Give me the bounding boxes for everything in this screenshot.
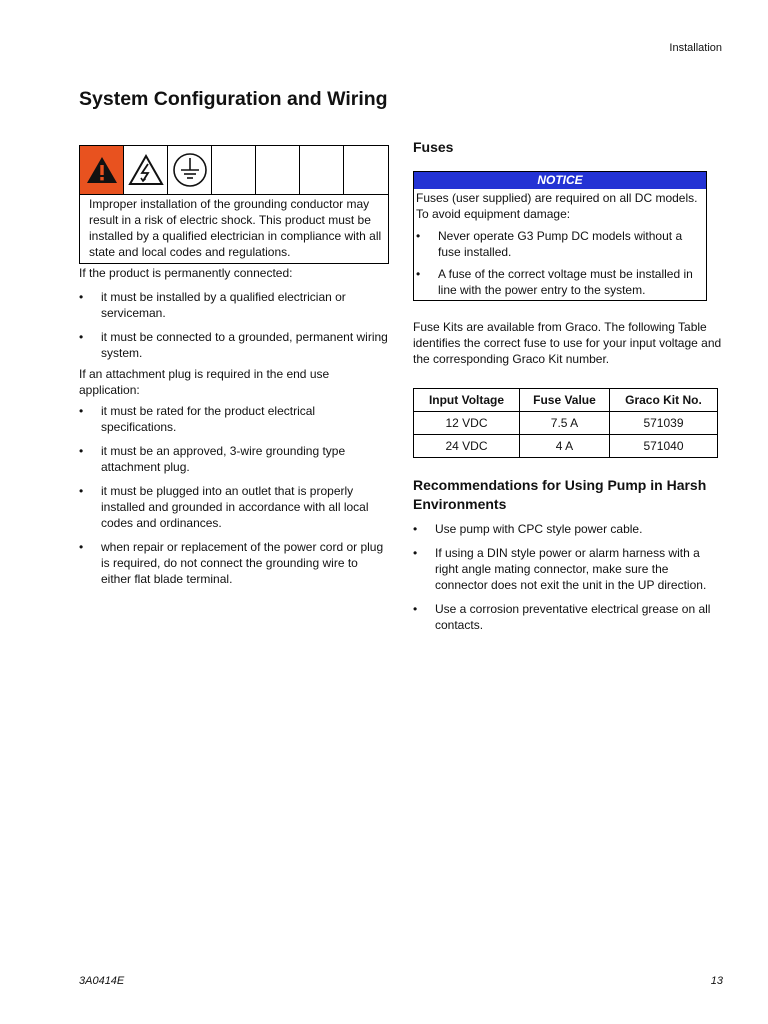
table-cell: 571040 [609, 435, 717, 458]
table-cell: 7.5 A [519, 412, 609, 435]
table-row [414, 435, 718, 458]
notice-label: NOTICE [414, 172, 706, 189]
list-item: • it must be rated for the product electrical specifications. [79, 403, 389, 435]
table-cell: 4 A [519, 435, 609, 458]
document-number: 3A0414E [79, 975, 125, 987]
permanent-connection-section [79, 265, 389, 369]
warning-triangle-icon [80, 146, 124, 194]
permanent-list [79, 289, 389, 361]
list-item: • A fuse of the correct voltage must be installed in line with the power entry to the system. [416, 266, 702, 298]
table-cell: 12 VDC [414, 412, 520, 435]
recommendations-section [413, 521, 723, 641]
running-header: Installation [669, 42, 722, 54]
notice-intro: Fuses (user supplied) are required on all DC models. To avoid equipment damage: [416, 191, 698, 221]
icon-slot-empty [344, 146, 388, 194]
list-item: • Use pump with CPC style power cable. [413, 521, 723, 537]
notice-body [414, 189, 706, 300]
icon-slot-empty [300, 146, 344, 194]
list-item: • If using a DIN style power or alarm harness with a right angle mating connector, make sure the connector does not exit the unit in the UP direction. [413, 545, 723, 593]
warning-text: Improper installation of the grounding conductor may result in a risk of electric shock. This product must be installed by a qualified electrician in compliance with all state and local codes and regulations. [79, 195, 389, 264]
page-title: System Configuration and Wiring [79, 88, 388, 110]
table-cell: 24 VDC [414, 435, 520, 458]
list-item: • Use a corrosion preventative electrical grease on all contacts. [413, 601, 723, 633]
recommendations-heading: Recommendations for Using Pump in Harsh Environments [413, 477, 707, 512]
page-number: 13 [710, 975, 723, 987]
notice-list [416, 228, 702, 298]
icon-slot-empty [256, 146, 300, 194]
list-item: • it must be connected to a grounded, permanent wiring system. [79, 329, 389, 361]
fuse-kits-text: Fuse Kits are available from Graco. The following Table identifies the correct fuse to use for your input voltage and the corresponding Graco Kit number. [413, 320, 722, 366]
list-item: • Never operate G3 Pump DC models without a fuse installed. [416, 228, 702, 260]
table-header-row [414, 389, 718, 412]
list-item: • it must be an approved, 3-wire grounding type attachment plug. [79, 443, 389, 475]
column-header: Graco Kit No. [609, 389, 717, 412]
column-header: Fuse Value [519, 389, 609, 412]
icon-slot-empty [212, 146, 256, 194]
fuses-heading: Fuses [413, 139, 454, 155]
plug-intro: If an attachment plug is required in the end use application: [79, 367, 330, 397]
recommendations-list [413, 521, 723, 633]
table-cell: 571039 [609, 412, 717, 435]
ground-symbol-icon [168, 146, 212, 194]
warning-icon-row [79, 145, 389, 195]
plug-list [79, 403, 389, 587]
fuse-table [413, 388, 718, 458]
attachment-plug-section [79, 366, 389, 595]
electric-shock-icon [124, 146, 168, 194]
table-row [414, 412, 718, 435]
permanent-intro: If the product is permanently connected: [79, 266, 293, 280]
list-item: • when repair or replacement of the power cord or plug is required, do not connect the grounding wire to either flat blade terminal. [79, 539, 389, 587]
notice-box [413, 171, 707, 301]
list-item: • it must be installed by a qualified electrician or serviceman. [79, 289, 389, 321]
warning-block [79, 145, 389, 264]
list-item: • it must be plugged into an outlet that is properly installed and grounded in accordance with all local codes and ordinances. [79, 483, 389, 531]
column-header: Input Voltage [414, 389, 520, 412]
